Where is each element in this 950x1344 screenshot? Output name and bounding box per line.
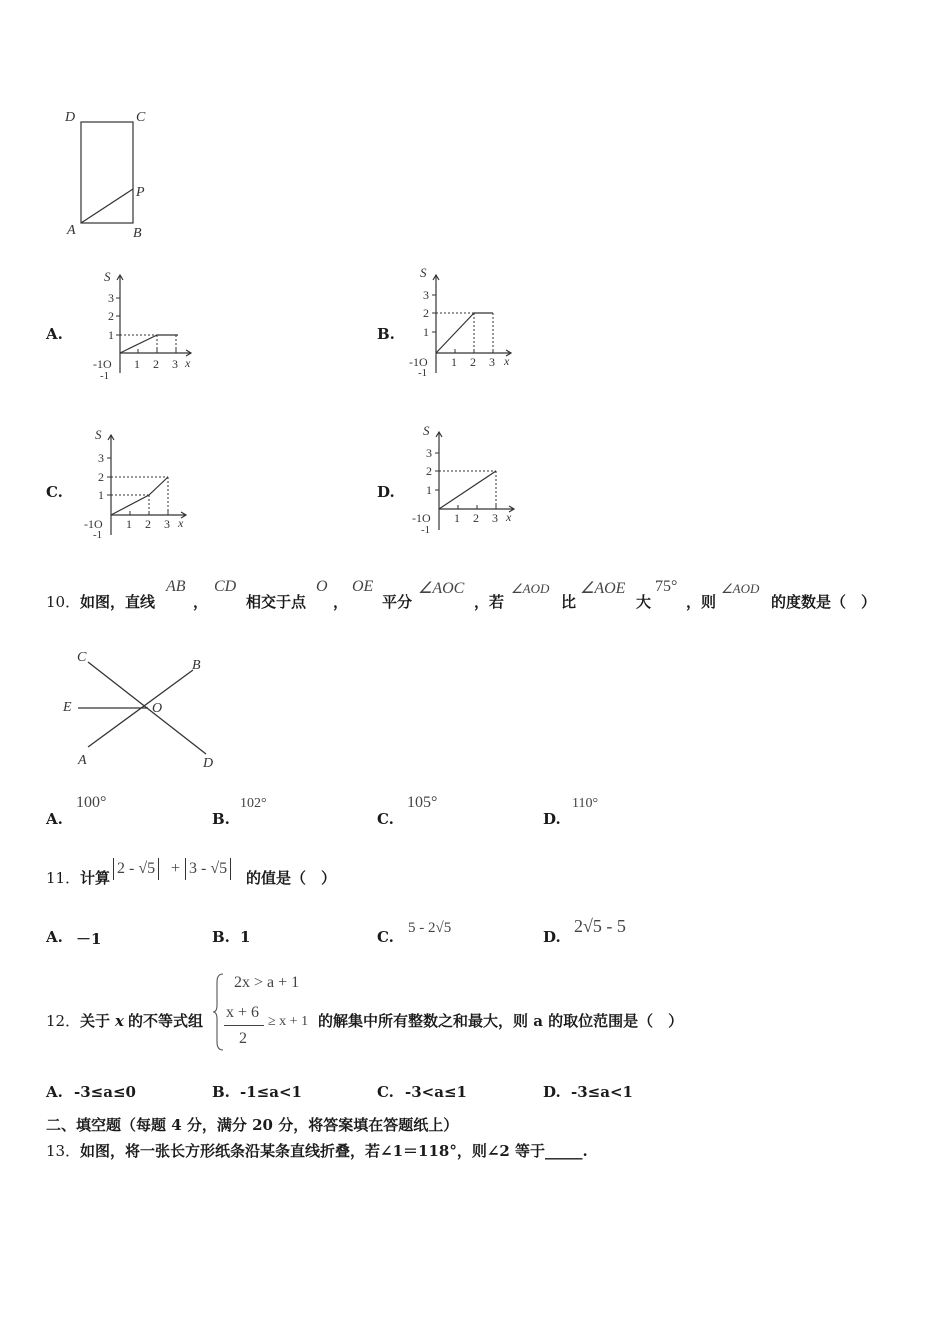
q11-option-a-value: －1 [76, 930, 102, 948]
q11-option-b-value: 1 [240, 928, 251, 946]
svg-text:S: S [95, 427, 102, 442]
label-a: A [67, 223, 76, 238]
q12-brace [212, 972, 226, 1052]
q12-option-a-label[interactable]: A. [46, 1083, 63, 1101]
graph-d-line [439, 471, 496, 509]
q11-option-b-label[interactable]: B. [212, 928, 230, 946]
q12-text-1: 关于 [80, 1012, 111, 1030]
svg-text:-1: -1 [421, 524, 431, 536]
q12-option-c-label[interactable]: C. [377, 1083, 394, 1101]
svg-text:x: x [504, 354, 510, 368]
q11-option-d-value: 2√5 - 5 [574, 916, 626, 936]
q10-option-b-label[interactable]: B. [212, 810, 230, 828]
svg-text:3: 3 [489, 355, 495, 369]
q10-option-b-value: 102° [240, 796, 267, 811]
q10-figure [58, 642, 228, 777]
q12-number: 12． [46, 1012, 81, 1030]
svg-text:1: 1 [126, 517, 132, 531]
q10-math-aod-2: ∠AOD [721, 581, 760, 596]
svg-text:2: 2 [473, 511, 479, 525]
q12-option-b-value: -1≤a<1 [240, 1083, 302, 1101]
q12-inequality-1: 2x > a + 1 [234, 974, 300, 991]
svg-text:2: 2 [108, 309, 114, 323]
svg-text:3: 3 [108, 291, 114, 305]
svg-text:x: x [506, 510, 512, 524]
q10-math-aoe: ∠AOE [580, 580, 626, 597]
svg-text:S: S [420, 265, 427, 280]
svg-text:S: S [104, 269, 111, 284]
svg-text:3: 3 [492, 511, 498, 525]
graph-b-line [436, 313, 474, 353]
q12-frac-bar [224, 1025, 264, 1026]
graph-b [408, 263, 518, 378]
svg-text:x: x [185, 356, 191, 370]
q13-number: 13． [46, 1142, 81, 1160]
graph-a [90, 265, 200, 380]
q11-option-c-value: 5 - 2√5 [408, 920, 452, 936]
q12-inequality-2-rhs: ≥ x + 1 [268, 1014, 309, 1029]
svg-text:-1O: -1O [409, 355, 428, 369]
q10-math-ab: AB [166, 578, 186, 595]
q11-option-a-label[interactable]: A. [46, 928, 63, 946]
svg-text:1: 1 [451, 355, 457, 369]
svg-text:-1: -1 [93, 529, 103, 541]
svg-text:1: 1 [108, 328, 114, 342]
svg-text:3: 3 [426, 446, 432, 460]
label-c: C [77, 650, 87, 665]
q9-option-c-label[interactable]: C. [46, 483, 63, 501]
q11-text-1: 计算 [80, 869, 111, 887]
label-d: D [65, 110, 76, 125]
q10-math-75: 75° [655, 578, 678, 595]
rectangle-figure [55, 100, 165, 245]
q10-comma-1: ， [193, 593, 209, 611]
svg-text:-1: -1 [100, 370, 110, 380]
svg-text:2: 2 [98, 470, 104, 484]
svg-text:3: 3 [98, 451, 104, 465]
segment-ap [81, 189, 133, 223]
svg-text:2: 2 [426, 464, 432, 478]
svg-text:1: 1 [454, 511, 460, 525]
q11-number: 11． [46, 869, 81, 887]
q13-text: 如图，将一张长方形纸条沿某条直线折叠，若∠1＝118°，则∠2 等于_____. [80, 1142, 588, 1160]
svg-text:3: 3 [423, 288, 429, 302]
q11-text-2: 的值是（ ） [246, 869, 337, 887]
q11-abs-expr-1: 2 - √5 [113, 858, 159, 880]
q9-option-b-label[interactable]: B. [377, 325, 395, 343]
q11-abs-expr-2: 3 - √5 [185, 858, 231, 880]
q10-text-5: 比 [561, 593, 577, 611]
svg-text:1: 1 [134, 357, 140, 371]
svg-text:-1: -1 [418, 367, 428, 378]
q12-frac-den: 2 [239, 1030, 247, 1047]
graph-c [82, 423, 192, 541]
q10-option-d-label[interactable]: D. [543, 810, 561, 828]
q12-option-d-label[interactable]: D. [543, 1083, 561, 1101]
svg-text:-1O: -1O [412, 511, 431, 525]
svg-text:1: 1 [423, 325, 429, 339]
svg-text:1: 1 [98, 488, 104, 502]
q12-text-2: 的不等式组 [128, 1012, 204, 1030]
label-b: B [192, 658, 201, 673]
svg-text:-1O: -1O [93, 357, 112, 371]
q10-text-4: ，若 [474, 593, 505, 611]
q10-option-c-value: 105° [407, 794, 438, 811]
q12-option-c-value: -3<a≤1 [405, 1083, 467, 1101]
rectangle-abcd [81, 122, 133, 223]
svg-text:-1O: -1O [84, 517, 103, 531]
label-a: A [78, 753, 87, 768]
q12-text-3: 的解集中所有整数之和最大，则 a 的取位范围是（ ） [318, 1012, 684, 1030]
label-o: O [152, 701, 163, 716]
graph-d [410, 420, 520, 538]
q10-math-aoc: ∠AOC [418, 580, 465, 597]
svg-text:1: 1 [426, 483, 432, 497]
q11-option-c-label[interactable]: C. [377, 928, 394, 946]
svg-text:2: 2 [470, 355, 476, 369]
svg-text:3: 3 [164, 517, 170, 531]
q10-text-8: 的度数是（ ） [771, 593, 877, 611]
q10-text-6: 大 [636, 593, 652, 611]
q10-number: 10． [46, 593, 81, 611]
q12-option-a-value: -3≤a≤0 [74, 1083, 136, 1101]
q10-text-7: ，则 [686, 593, 717, 611]
svg-text:3: 3 [172, 357, 178, 371]
label-e: E [63, 700, 72, 715]
q10-text-3: 平分 [382, 593, 413, 611]
q10-option-a-label[interactable]: A. [46, 810, 63, 828]
q10-option-a-value: 100° [76, 794, 107, 811]
graph-c-line [111, 477, 168, 515]
q12-option-b-label[interactable]: B. [212, 1083, 230, 1101]
q10-math-oe: OE [352, 578, 374, 595]
q12-var-x: x [115, 1012, 124, 1030]
svg-text:x: x [178, 516, 184, 530]
q10-math-o: O [316, 578, 328, 595]
section-2-title: 二、填空题（每题 4 分，满分 20 分，将答案填在答题纸上） [46, 1116, 459, 1134]
svg-text:2: 2 [153, 357, 159, 371]
q10-math-cd: CD [214, 578, 237, 595]
q12-option-d-value: -3≤a<1 [571, 1083, 633, 1101]
q11-plus: + [171, 860, 181, 877]
q10-comma-2: ， [333, 593, 349, 611]
label-d: D [203, 756, 214, 771]
q10-text-1: 如图，直线 [80, 593, 156, 611]
q10-math-aod: ∠AOD [511, 581, 550, 596]
svg-text:2: 2 [423, 306, 429, 320]
q10-option-c-label[interactable]: C. [377, 810, 394, 828]
q9-option-d-label[interactable]: D. [377, 483, 395, 501]
q9-option-a-label[interactable]: A. [46, 325, 63, 343]
label-p: P [136, 185, 145, 200]
q12-frac-num: x + 6 [226, 1004, 260, 1021]
label-b: B [133, 226, 142, 241]
q11-option-d-label[interactable]: D. [543, 928, 561, 946]
svg-text:S: S [423, 423, 430, 438]
q10-option-d-value: 110° [572, 796, 599, 811]
q10-text-2: 相交于点 [246, 593, 307, 611]
label-c: C [136, 110, 146, 125]
svg-text:2: 2 [145, 517, 151, 531]
